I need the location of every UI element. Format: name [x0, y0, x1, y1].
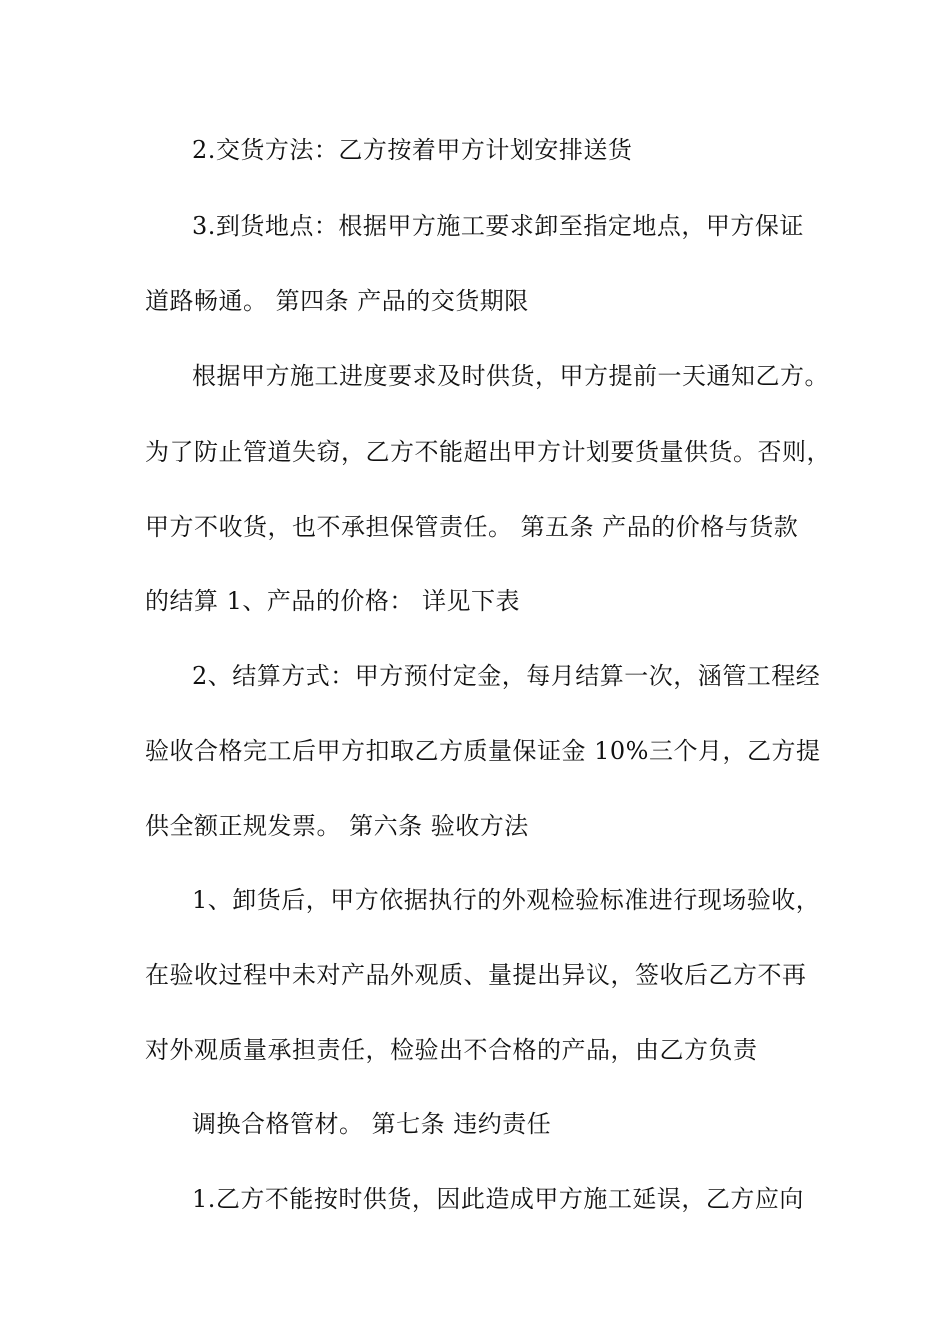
text-line: 验收合格完工后甲方扣取乙方质量保证金 10%三个月，乙方提 [145, 737, 821, 765]
text-line: 甲方不收货，也不承担保管责任。 第五条 产品的价格与货款 [145, 513, 799, 541]
text-line: 道路畅通。 第四条 产品的交货期限 [145, 287, 529, 315]
paragraph-breach-liability: 1.乙方不能按时供货，因此造成甲方施工延误，乙方应向 [192, 1185, 804, 1213]
text-line: 的结算 1、产品的价格： 详见下表 [145, 587, 521, 615]
paragraph-delivery-location: 3.到货地点：根据甲方施工要求卸至指定地点，甲方保证 [192, 212, 804, 240]
paragraph-delivery-deadline: 根据甲方施工进度要求及时供货，甲方提前一天通知乙方。 [192, 362, 829, 390]
text-line: 为了防止管道失窃，乙方不能超出甲方计划要货量供货。否则， [145, 438, 831, 466]
paragraph-replacement: 调换合格管材。 第七条 违约责任 [192, 1110, 552, 1138]
text-line: 在验收过程中未对产品外观质、量提出异议，签收后乙方不再 [145, 961, 807, 989]
paragraph-inspection: 1、卸货后，甲方依据执行的外观检验标准进行现场验收， [192, 886, 821, 914]
text-line: 对外观质量承担责任，检验出不合格的产品，由乙方负责 [145, 1036, 758, 1064]
paragraph-settlement-method: 2、结算方式：甲方预付定金，每月结算一次，涵管工程经 [192, 662, 821, 690]
paragraph-delivery-method: 2.交货方法：乙方按着甲方计划安排送货 [192, 136, 633, 164]
text-line: 供全额正规发票。 第六条 验收方法 [145, 812, 529, 840]
